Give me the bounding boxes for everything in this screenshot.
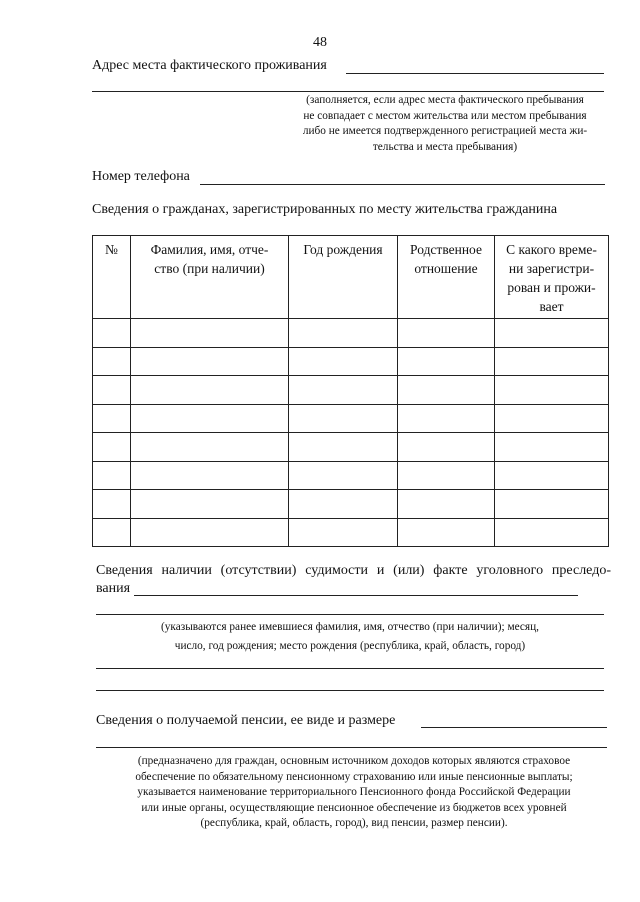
table-cell[interactable] (289, 518, 398, 547)
table-cell[interactable] (398, 319, 495, 348)
table-cell[interactable] (495, 461, 609, 490)
table-cell[interactable] (93, 433, 131, 462)
page-number: 48 (313, 35, 327, 50)
table-cell[interactable] (495, 347, 609, 376)
table-row (93, 347, 609, 376)
table-row (93, 518, 609, 547)
table-header-row (93, 236, 609, 319)
address-input-line-2[interactable] (92, 91, 604, 92)
table-cell[interactable] (289, 404, 398, 433)
col-name-header (131, 236, 289, 319)
address-label: Адрес места фактического проживания (92, 58, 327, 73)
criminal-label-cont: вания (96, 581, 131, 596)
table-cell[interactable] (398, 461, 495, 490)
table-cell[interactable] (93, 404, 131, 433)
table-cell[interactable] (93, 376, 131, 405)
table-cell[interactable] (495, 433, 609, 462)
address-hint-line: тельства и места пребывания) (372, 140, 518, 153)
pension-hint-line: (предназначено для граждан, основным источником доходов которых являются страховое (137, 755, 571, 767)
table-cell[interactable] (495, 376, 609, 405)
pension-label: Сведения о получаемой пенсии, ее виде и размере (96, 713, 396, 728)
col-birth-year-header (289, 236, 398, 319)
table-cell[interactable] (131, 461, 289, 490)
table-cell[interactable] (131, 347, 289, 376)
phone-input-line[interactable] (200, 184, 605, 185)
pension-hint-line: (республика, край, область, город), вид пенсии, размер пенсии). (200, 817, 508, 829)
table-cell[interactable] (289, 433, 398, 462)
header-text: Фамилия, имя, отче- (150, 242, 269, 257)
criminal-input-line[interactable] (134, 595, 578, 596)
table-cell[interactable] (289, 319, 398, 348)
table-cell[interactable] (131, 433, 289, 462)
col-relation-header (398, 236, 495, 319)
address-hint-line: (заполняется, если адрес места фактического пребывания (306, 94, 584, 106)
address-input-line[interactable] (346, 73, 604, 74)
criminal-label: Сведения наличии (отсутствии) судимости и (или) факте уголовного преследо- (96, 563, 611, 578)
table-cell[interactable] (495, 490, 609, 519)
address-hint-line: либо не имеется подтвержденного регистрацией места жи- (302, 125, 588, 137)
table-cell[interactable] (398, 404, 495, 433)
table-cell[interactable] (495, 404, 609, 433)
table-cell[interactable] (398, 433, 495, 462)
criminal-hint-line: (указываются ранее имевшиеся фамилия, имя, отчество (при наличии); месяц, (161, 621, 539, 633)
table-cell[interactable] (495, 319, 609, 348)
table-cell[interactable] (131, 518, 289, 547)
header-text: Родственное (410, 242, 482, 257)
table-row (93, 404, 609, 433)
header-text: вает (539, 299, 564, 314)
table-cell[interactable] (93, 518, 131, 547)
criminal-hint (96, 618, 604, 656)
header-text: отношение (414, 261, 478, 276)
pension-input-line-2[interactable] (96, 747, 607, 748)
registered-heading: Сведения о гражданах, зарегистрированных по месту жительства гражданина (92, 202, 558, 217)
table-row (93, 319, 609, 348)
table-cell[interactable] (93, 461, 131, 490)
registered-table (92, 235, 609, 547)
criminal-input-line-3[interactable] (96, 668, 604, 669)
table-cell[interactable] (289, 347, 398, 376)
table-cell[interactable] (495, 518, 609, 547)
header-text: № (105, 242, 118, 257)
col-registered-since-header (495, 236, 609, 319)
table-cell[interactable] (398, 376, 495, 405)
table-cell[interactable] (289, 461, 398, 490)
header-text: С какого време- (506, 242, 597, 257)
table-cell[interactable] (131, 404, 289, 433)
table-cell[interactable] (131, 490, 289, 519)
table-row (93, 490, 609, 519)
table-row (93, 461, 609, 490)
table-cell[interactable] (398, 490, 495, 519)
criminal-input-line-4[interactable] (96, 690, 604, 691)
table-cell[interactable] (93, 319, 131, 348)
address-hint (280, 93, 610, 155)
pension-input-line[interactable] (421, 727, 607, 728)
table-cell[interactable] (131, 376, 289, 405)
col-number-header (93, 236, 131, 319)
table-row (93, 433, 609, 462)
criminal-input-line-2[interactable] (96, 614, 604, 615)
table-cell[interactable] (289, 490, 398, 519)
table-cell[interactable] (131, 319, 289, 348)
pension-hint-line: обеспечение по обязательному пенсионному страхованию или иные пенсионные выплаты; (135, 770, 573, 783)
table-row (93, 376, 609, 405)
table-cell[interactable] (398, 347, 495, 376)
pension-hint (96, 754, 612, 832)
pension-hint-line: или иные органы, осуществляющие пенсионное обеспечение из бюджетов всех уровней (141, 801, 567, 814)
table-body (93, 319, 609, 547)
table-cell[interactable] (289, 376, 398, 405)
criminal-hint-line: число, год рождения; место рождения (республика, край, область, город) (174, 640, 526, 652)
table-cell[interactable] (93, 347, 131, 376)
header-text: ни зарегистри- (508, 261, 595, 276)
table-cell[interactable] (93, 490, 131, 519)
header-text: ство (при наличии) (154, 261, 265, 276)
header-text: Год рождения (303, 242, 383, 257)
header-text: рован и прожи- (507, 280, 596, 295)
address-hint-line: не совпадает с местом жительства или местом пребывания (303, 109, 587, 122)
pension-hint-line: указывается наименование территориального Пенсионного фонда Российской Федерации (137, 786, 571, 798)
phone-label: Номер телефона (92, 169, 190, 184)
table-cell[interactable] (398, 518, 495, 547)
